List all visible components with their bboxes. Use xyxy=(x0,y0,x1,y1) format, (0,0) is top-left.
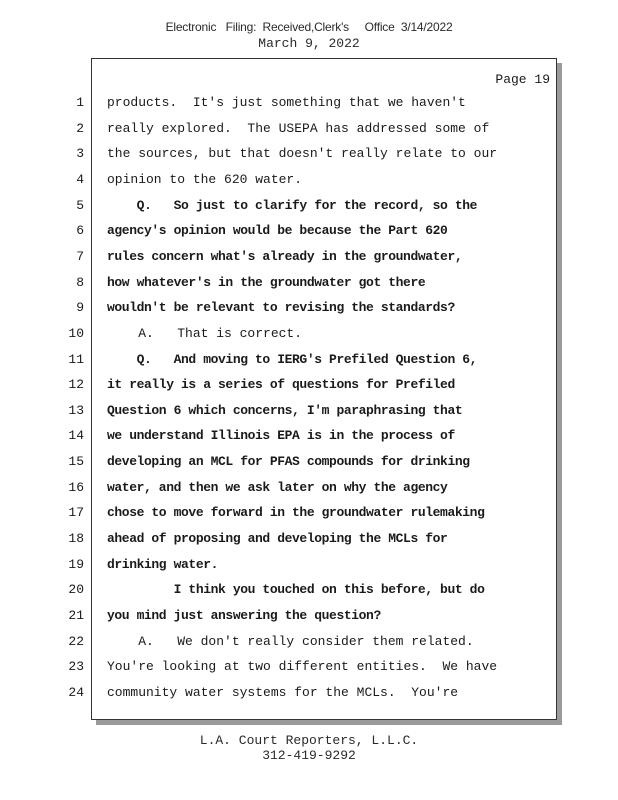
line-text: Q. And moving to IERG's Prefiled Question 6, xyxy=(107,352,478,367)
line-number: 23 xyxy=(68,659,84,674)
line-number: 6 xyxy=(76,223,84,238)
line-text: it really is a series of questions for Prefiled xyxy=(107,377,455,392)
line-number: 22 xyxy=(68,634,84,649)
line-text: products. It's just something that we haven't xyxy=(107,95,466,110)
line-text: Q. So just to clarify for the record, so the xyxy=(107,198,478,213)
line-text: you mind just answering the question? xyxy=(107,608,381,623)
line-number: 13 xyxy=(68,403,84,418)
line-text: opinion to the 620 water. xyxy=(107,172,303,187)
line-text: how whatever's in the groundwater got there xyxy=(107,275,426,290)
reporter-company: L.A. Court Reporters, L.L.C. xyxy=(199,733,419,748)
line-text: we understand Illinois EPA is in the process of xyxy=(107,428,455,443)
line-number: 5 xyxy=(76,198,84,213)
line-text: chose to move forward in the groundwater rulemaking xyxy=(107,505,485,520)
line-number: 2 xyxy=(76,121,84,136)
filing-stamp: Electronic Filing: Received,Clerk's Office 3/14/2022 xyxy=(165,20,453,34)
line-number: 16 xyxy=(68,480,84,495)
line-text: the sources, but that doesn't really relate to our xyxy=(107,146,498,161)
line-text: You're looking at two different entities. We have xyxy=(107,659,498,674)
line-number: 21 xyxy=(68,608,84,623)
line-number: 7 xyxy=(76,249,84,264)
line-number: 4 xyxy=(76,172,84,187)
line-text: developing an MCL for PFAS compounds for drinking xyxy=(107,454,470,469)
line-number: 1 xyxy=(76,95,84,110)
line-text: Question 6 which concerns, I'm paraphrasing that xyxy=(107,403,463,418)
line-text: A. That is correct. xyxy=(107,326,303,341)
line-text: really explored. The USEPA has addressed some of xyxy=(107,121,490,136)
reporter-phone: 312-419-9292 xyxy=(262,748,356,763)
line-text: rules concern what's already in the groundwater, xyxy=(107,249,463,264)
transcript-date: March 9, 2022 xyxy=(258,36,360,51)
line-number: 8 xyxy=(76,275,84,290)
line-number: 18 xyxy=(68,531,84,546)
line-number: 3 xyxy=(76,146,84,161)
line-number: 19 xyxy=(68,557,84,572)
line-number: 11 xyxy=(68,352,84,367)
line-text: agency's opinion would be because the Part 620 xyxy=(107,223,448,238)
line-text: drinking water. xyxy=(107,557,219,572)
line-number: 9 xyxy=(76,300,84,315)
line-number: 17 xyxy=(68,505,84,520)
line-number: 14 xyxy=(68,428,84,443)
line-text: ahead of proposing and developing the MCLs for xyxy=(107,531,448,546)
line-number: 24 xyxy=(68,685,84,700)
footer xyxy=(0,733,618,763)
page-number: Page 19 xyxy=(495,72,550,87)
line-number: 10 xyxy=(68,326,84,341)
line-text: I think you touched on this before, but do xyxy=(107,582,485,597)
line-text: A. We don't really consider them related. xyxy=(107,634,474,649)
line-number: 20 xyxy=(68,582,84,597)
line-number: 12 xyxy=(68,377,84,392)
line-text: wouldn't be relevant to revising the standards? xyxy=(107,300,455,315)
line-number: 15 xyxy=(68,454,84,469)
line-text: community water systems for the MCLs. You're xyxy=(107,685,459,700)
line-text: water, and then we ask later on why the agency xyxy=(107,480,448,495)
